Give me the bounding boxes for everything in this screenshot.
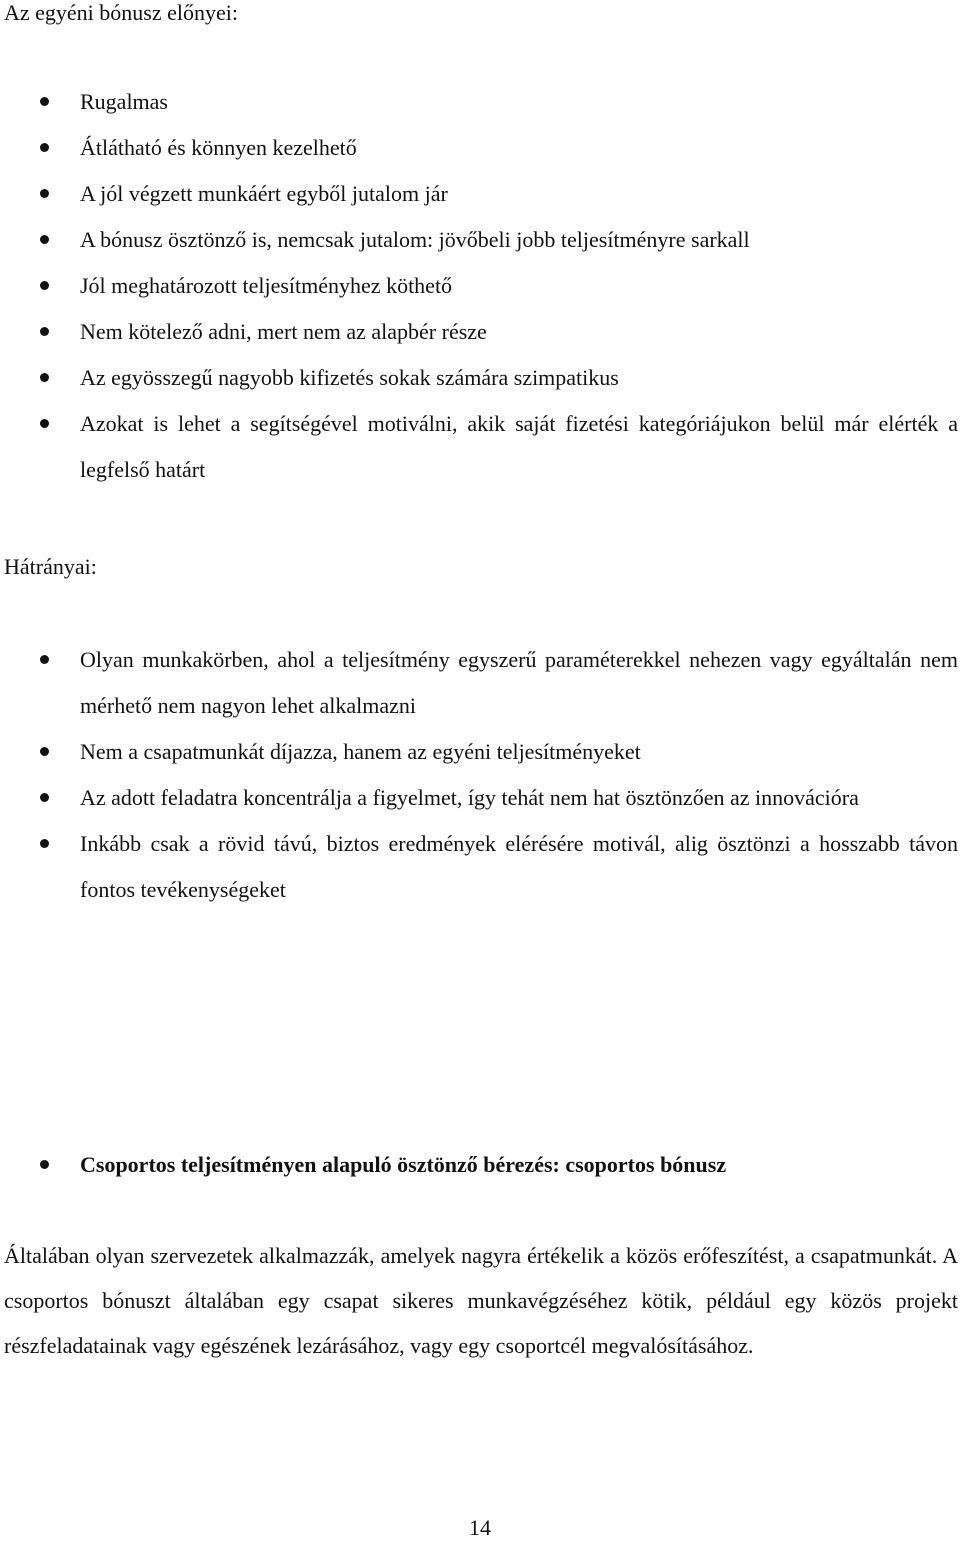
- list-item: [0, 775, 958, 821]
- list-item: [0, 401, 958, 493]
- list-item: [0, 125, 958, 171]
- list-item-text: Átlátható és könnyen kezelhető: [80, 135, 357, 160]
- list-item-text: Nem a csapatmunkát díjazza, hanem az egyéni teljesítményeket: [80, 739, 641, 764]
- list-item-text: Azokat is lehet a segítségével motiválni, akik saját fizetési kategóriájukon belül már elérték a legfelső határt: [80, 411, 958, 482]
- advantages-heading: Az egyéni bónusz előnyei:: [4, 0, 238, 25]
- bullet-icon: [40, 839, 49, 848]
- list-item: [0, 171, 958, 217]
- bullet-icon: [40, 281, 49, 290]
- list-item: [0, 79, 958, 125]
- bullet-icon: [40, 1160, 49, 1169]
- bullet-icon: [40, 97, 49, 106]
- bullet-icon: [40, 143, 49, 152]
- page-number: 14: [469, 1515, 491, 1540]
- list-item-text: Az egyösszegű nagyobb kifizetés sokak számára szimpatikus: [80, 365, 619, 390]
- list-item-text: Inkább csak a rövid távú, biztos eredmények elérésére motivál, alig ösztönzi a hosszabb távon fontos tevékenységeket: [80, 831, 958, 902]
- list-item-text: Nem kötelező adni, mert nem az alapbér része: [80, 319, 487, 344]
- bullet-icon: [40, 327, 49, 336]
- list-item-text: Az adott feladatra koncentrálja a figyelmet, így tehát nem hat ösztönzően az innovációra: [80, 785, 859, 810]
- bullet-icon: [40, 419, 49, 428]
- disadvantages-list: [0, 637, 958, 913]
- disadvantages-heading: Hátrányai:: [4, 554, 97, 579]
- bullet-icon: [40, 189, 49, 198]
- list-item-text: A bónusz ösztönző is, nemcsak jutalom: jövőbeli jobb teljesítményre sarkall: [80, 227, 750, 252]
- bullet-icon: [40, 655, 49, 664]
- bullet-icon: [40, 793, 49, 802]
- list-item: [0, 263, 958, 309]
- advantages-list: [0, 79, 958, 493]
- bullet-icon: [40, 747, 49, 756]
- list-item-text: Olyan munkakörben, ahol a teljesítmény egyszerű paraméterekkel nehezen vagy egyáltalán nem mérhető nem nagyon lehet alkalmazni: [80, 647, 958, 718]
- list-item: [0, 309, 958, 355]
- list-item-text: Rugalmas: [80, 89, 168, 114]
- list-item: [0, 217, 958, 263]
- list-item-text: A jól végzett munkáért egyből jutalom jár: [80, 181, 448, 206]
- list-item: [0, 821, 958, 913]
- group-bonus-paragraph: Általában olyan szervezetek alkalmazzák, amelyek nagyra értékelik a közös erőfeszítést, a csapatmunkát. A csoportos bónuszt általában egy csapat sikeres munkavégzéséhez kötik, például egy közös projekt részfeladatainak vagy egészének lezárásához, vagy egy csoportcél megvalósításához.: [4, 1243, 958, 1358]
- list-item: [0, 729, 958, 775]
- bullet-icon: [40, 235, 49, 244]
- list-item-text: Jól meghatározott teljesítményhez köthető: [80, 273, 453, 298]
- group-bonus-list: [0, 1142, 958, 1188]
- list-item: [0, 355, 958, 401]
- group-bonus-heading: Csoportos teljesítményen alapuló ösztönző bérezés: csoportos bónusz: [80, 1152, 727, 1177]
- bullet-icon: [40, 373, 49, 382]
- list-item: [0, 1142, 958, 1188]
- list-item: [0, 637, 958, 729]
